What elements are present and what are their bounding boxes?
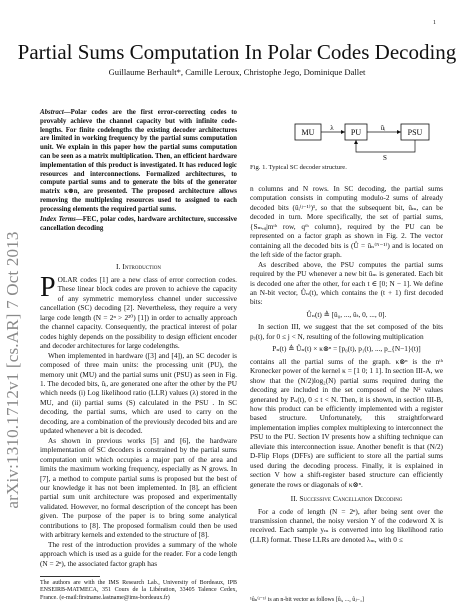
paragraph-2: When implemented in hardware ([3] and [4]), an SC decoder is composed of three main units: the processing unit (PU), the memory unit (MU) and the partial sums unit (PSU) as seen in Fig. 1. The decoded bits, ûᵢ, are generated one after the other by the PU which needs (i) Log likelihood ratio (LLR) values (λ) stored in the MU, and (ii) partial sums (S) calculated in the PSU . In SC decoding, the partial sums, which are used to carry on the decoding, are a combination of the previously decoded bits and are updated whenever a bit is decoded.: [40, 350, 237, 436]
page-number: 1: [433, 20, 436, 26]
r-paragraph-2: As described above, the PSU computes the partial sums required by the PU whenever a new bit ûₘ is generated. Each bit is decoded one after the other, for each t ∈ [0; N − 1]. We define an N-bit vector, Ûₙ(t), which contains the (t + 1) first decoded bits:: [250, 259, 443, 307]
paragraph-1: POLAR codes [1] are a new class of error correction codes. These linear block codes are proven to achieve the capacity of any symmetric memoryless channel under successive cancellation (SC) decoding [2]. Nevertheless, they require a very large code length (N = 2ⁿ > 2²⁰) [1]) in order to actually approach the channel capacity. Consequently, the practical interest of polar codes highly depends on the possibility to design efficient encoder and decoder architectures for large codelengths.: [40, 272, 237, 351]
arxiv-sidebar: [0, 160, 28, 580]
paper-authors: Guillaume Berhault*, Camille Leroux, Christophe Jego, Dominique Dallet: [108, 67, 366, 77]
r-paragraph-5: For a code of length (N = 2ⁿ), after being sent over the transmission channel, the noisy version Y of the codeword X is received. Each sample yₘ is converted into log likelihood ratio (LLR) format. These LLRs are denoted λₘ, with 0 ≤: [250, 506, 443, 544]
figure-caption: Fig. 1. Typical SC decoder structure.: [250, 164, 347, 171]
index-terms-label: Index Terms: [40, 216, 76, 223]
abstract-text: —Polar codes are the first error-correcting codes to provably achieve the channel capacity but with infinite code-lengths. For finite codelengths the existing decoder architectures are limited in working frequency by the partial sums computation unit. We explain in this paper how the partial sums computation can be seen as a matrix multiplication. Then, an efficient hardware implementation of this product is investigated. It has reduced logic resources and interconnections. Formalized architectures, to compute partial sums and to generate the bits of the generator matrix κ⊗n, are presented. The proposed architecture allows removing the multiplexing resources used to assigned to each processing elements the required partial sums.: [40, 109, 237, 213]
abstract: [40, 109, 237, 215]
u-hat-label: ûᵢ: [380, 124, 386, 132]
s-label: S: [383, 154, 387, 162]
section-1-heading: I. Introduction: [116, 262, 161, 271]
equation-1: Ûₙ(t) ≜ [û₀, ..., ûₜ, 0, ..., 0].: [306, 309, 387, 319]
paragraph-4: The rest of the introduction provides a summary of the whole approach which is used as a guide for the reader. For a code length (N = 2ⁿ), the associated factor graph has: [40, 539, 237, 568]
right-footnote: ¹ûₙ⁽ʲ⁻¹⁾ is an n-bit vector as follows [ûᵢ, ..., ûⱼ₋₁]: [250, 597, 365, 603]
dropcap: P: [40, 272, 56, 303]
author-footnote: The authors are with the IMS Research Lab., University of Bordeaux, IPB ENSEIRB-MATMECA, 351 Cours de la Libération, 33405 Talence Cedex, France. (e-mail:firstname.lastname@ims-bordeaux.fr): [40, 580, 237, 601]
r-paragraph-4: contains all the partial sums of the graph. κ⊗ⁿ is the nᵗʰ Kronecker power of the kernel κ = [1 0; 1 1]. In section III-A, we show that the (N/2)log₂(N) partial sums required during the decoding are included in the set composed of the N² values generated by Pₙ(t), 0 ≤ t < N. Then, it is shown, in section III-B, how this product can be efficiently implemented with a register based structure. Unfortunately, this straightforward implementation implies complex multiplexing to interconnect the PSU to the PU. Section IV presents how a shifting technique can alleviate this interconnection issue. Another benefit is that (N/2) D-Flip Flops (DFFs) are sufficient to store all the partial sums used during the decoding process. Finally, it is explained in section V how a shift-register based structure can efficiently generate the rows or diagonals of κ⊗ⁿ.: [250, 356, 443, 489]
paper-title: Partial Sums Computation In Polar Codes Decoding: [17, 40, 457, 64]
lambda-label: λ: [330, 124, 334, 132]
r-paragraph-3: In section III, we suggest that the set composed of the bits pⱼ(t), for 0 ≤ j < N, resulting of the following multiplication: [250, 322, 443, 341]
footnote-rule: [40, 576, 100, 577]
left-body: [40, 272, 237, 568]
right-body: [250, 184, 443, 544]
psu-label: PSU: [407, 128, 423, 137]
abstract-label: Abstract: [40, 109, 64, 116]
index-terms: [40, 216, 237, 234]
paragraph-3: As shown in previous works [5] and [6], the hardware implementation of SC decoders is constrained by the partial sums computation unit which occupies a major part of the area and limits the maximum working frequency, especially as N grows. In [7], a method to compute partial sums is proposed but the best of our knowledge it has not been implemented. In [8], an efficient partial sum unit architecture was proposed and experimentally validated. However, no formal description of the concept has been given. The purpose of the paper is to bring some analytical contributions to [8]. The proposed formalism could then be used with arbitrary kernels and extended to the structure of [8].: [40, 435, 237, 540]
section-2-heading: II. Successive Cancellation Decoding: [290, 494, 403, 504]
decoder-structure-figure: [293, 112, 443, 164]
equation-2: Pₙ(t) ≜ Ûₙ(t) × κ⊗ⁿ = [p₀(t), p₁(t), ..., p_{N−1}(t)]: [272, 344, 421, 354]
index-terms-text: —FEC, polar codes, hardware architecture, successive cancellation decoding: [40, 216, 237, 232]
pu-label: PU: [350, 128, 362, 137]
mu-label: MU: [301, 128, 315, 137]
arxiv-id: arXiv:1310.1712v1 [cs.AR] 7 Oct 2013: [3, 231, 22, 509]
r-paragraph-1: n columns and N rows. In SC decoding, the partial sums computation consists in computing modulo-2 sums of already decoded bits (ûᵢ⁽ʲ⁻¹⁾)¹, so that the subsequent bit, ûₘ, can be decoded in turn. More specifically, the set of partial sums, {Sₘ,ᵩ|mᵗʰ row, qᵗʰ column}, required by the PU can be represented on a factor graph as shown in Fig. 2. The vector containing all the decoded bits is (Û = ûₙ⁽ᴺ⁻¹⁾) and is located on the left side of the factor graph.: [250, 184, 443, 260]
